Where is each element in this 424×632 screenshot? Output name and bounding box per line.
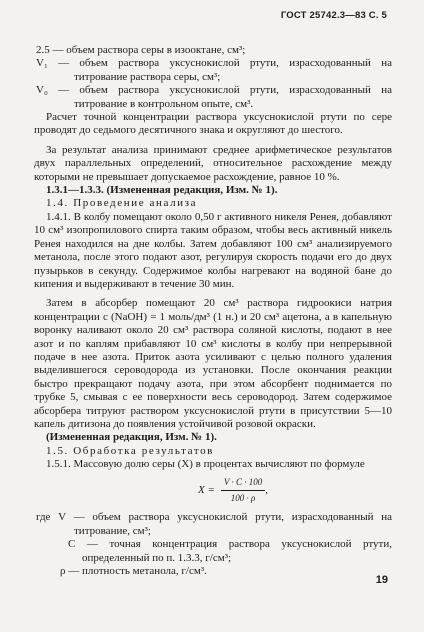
- formula-comma: ,: [265, 483, 268, 496]
- paragraph-concentration: Расчет точной концентрации раствора уксуснокислой ртути по сере проводят до седьмого десятичного знака и округляют до шестого.: [34, 111, 392, 137]
- definition-c: C — точная концентрация раствора уксуснокислой ртути, определенный по п. 1.3.3, г/см³;: [68, 538, 392, 564]
- definition-v: где V — объем раствора уксуснокислой ртути, израсходованный на титрование, см³;: [36, 511, 392, 537]
- paragraph-1-4-1: 1.4.1. В колбу помещают около 0,50 г активного никеля Ренея, добавляют 10 см³ изопропилового спирта таким образом, чтобы весь активный никель Ренея находился на дне колбы. Затем добавляют 100 см³ анализируемого метанола, после этого подают азот, регулируя скорость подачи его до двух пузырьков в секунду. Содержимое колбы нагревают на водяной бане до кипения и выдерживают в течение 30 мин.: [34, 210, 392, 290]
- paragraph-result: За результат анализа принимают среднее арифметическое результатов двух параллельных определений, относительное расхождение между которыми не превышает допускаемое расхождение, равное 10 %.: [34, 143, 392, 183]
- paragraph-absorber: Затем в абсорбер помещают 20 см³ раствора гидроокиси натрия концентрации с (NaOH) = 1 моль/дм³ (1 н.) и 20 см³ ацетона, а в капельную воронку наливают около 20 см³ раствора соляной кислоты, подают в нее азот и по каплям прибавляют 10 см³ кислоты в колбу при непрерывной подаче в нее азота. Приток азота усиливают с целью полного удаления выделившегося сероводорода из установки. После окончания реакции быстро прекращают подачу азота, при этом абсорбент поднимается по трубке 5, смывая с ее поверхности весь сероводород. Затем содержимое абсорбера титруют раствором уксуснокислой ртути в присутствии 5—10 капель дитизона до появления устойчивой розовой окраски.: [34, 297, 392, 430]
- page-header: ГОСТ 25742.3—83 С. 5: [280, 10, 387, 21]
- definition-v0: V₀ — объем раствора уксуснокислой ртути, израсходованный на титрование в контрольном опыте, см³.: [36, 84, 392, 110]
- formula-lhs: X =: [198, 483, 215, 496]
- section-heading-1-5: 1.5. Обработка результатов: [46, 444, 214, 457]
- paragraph-1-5-1: 1.5.1. Массовую долю серы (X) в процентах вычисляют по формуле: [46, 458, 365, 471]
- formula-sulfur: [74, 476, 392, 506]
- formula-fraction: [221, 476, 265, 506]
- definition-rho: ρ — плотность метанола, г/см³.: [60, 565, 207, 578]
- definition-line-2-5: 2.5 — объем раствора серы в изооктане, см³;: [36, 44, 246, 56]
- formula-denominator: 100 · ρ: [230, 493, 256, 503]
- document-body: [34, 44, 392, 578]
- revision-note-2: (Измененная редакция, Изм. № 1).: [46, 431, 217, 444]
- formula-numerator: V · C · 100: [221, 476, 265, 491]
- revision-note-1: 1.3.1—1.3.3. (Измененная редакция, Изм. № 1).: [46, 184, 278, 197]
- definition-v1: V₁ — объем раствора уксуснокислой ртути, израсходованный на титрование раствора серы, см³;: [36, 57, 392, 83]
- section-heading-1-4: 1.4. Проведение анализа: [46, 197, 198, 210]
- page-number: 19: [375, 574, 388, 586]
